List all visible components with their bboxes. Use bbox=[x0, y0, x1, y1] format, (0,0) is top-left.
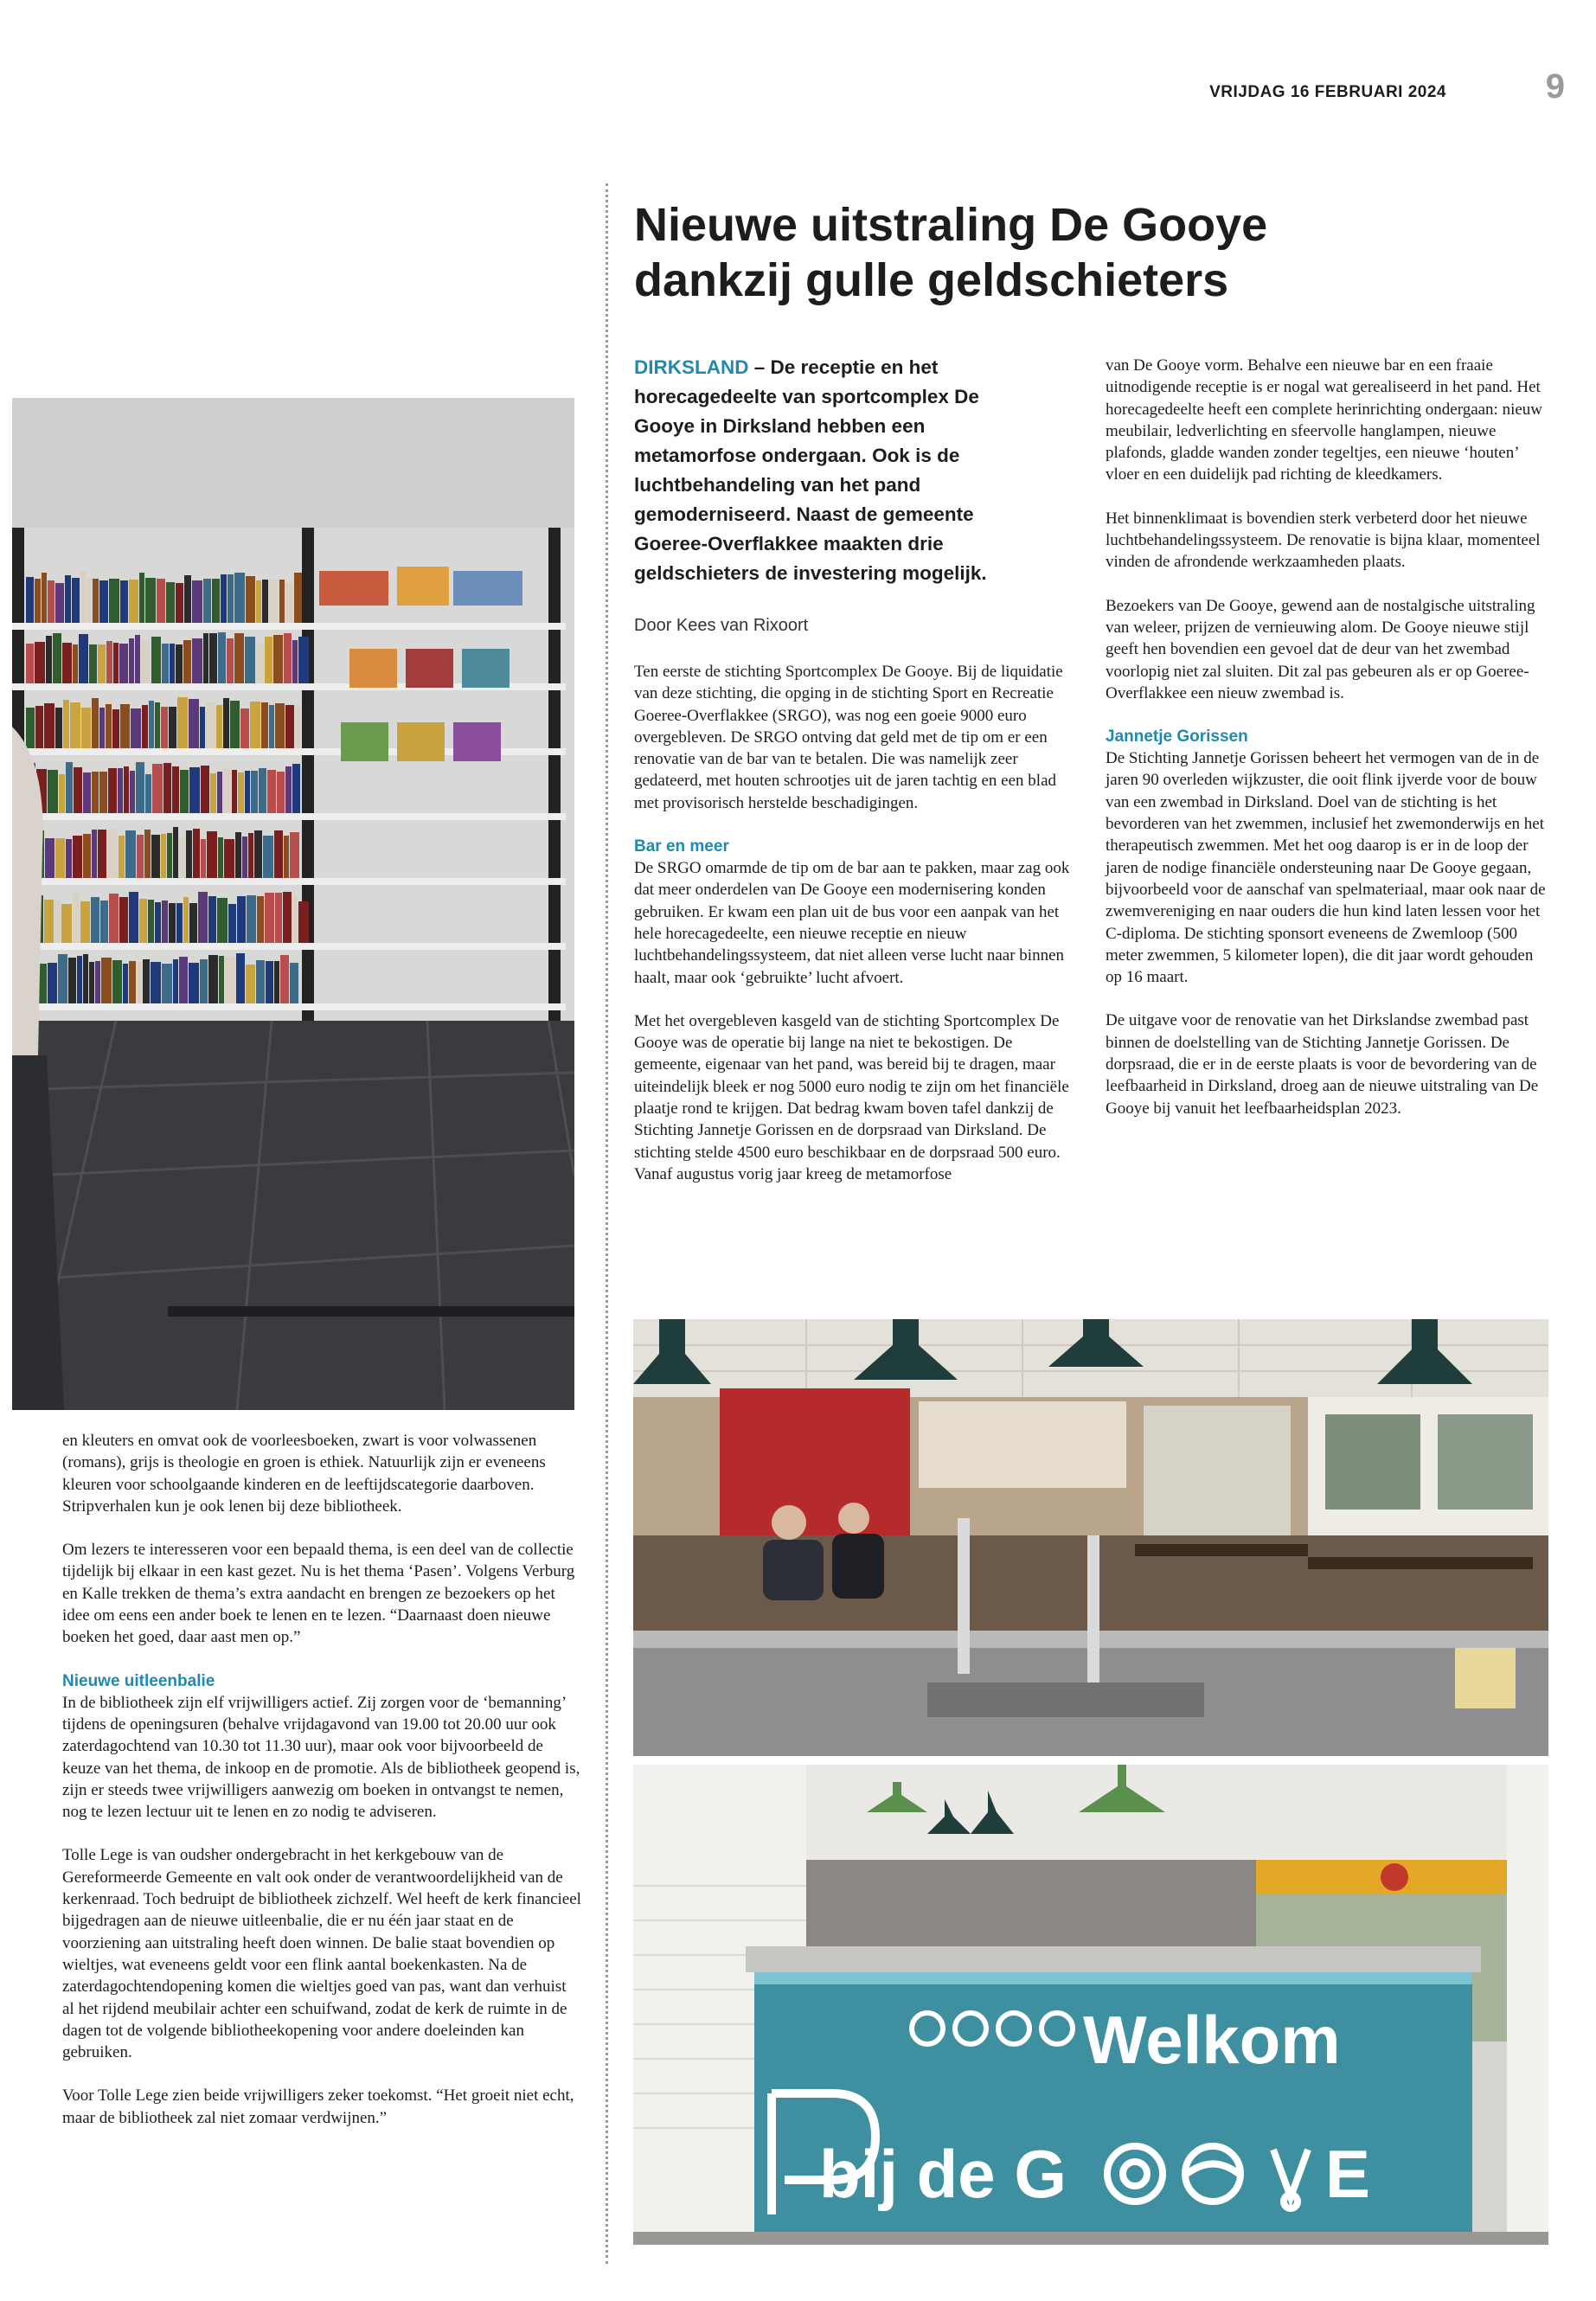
article-headline bbox=[634, 197, 1551, 308]
bar-photo bbox=[633, 1319, 1548, 1756]
paragraph: Voor Tolle Lege zien beide vrijwilligers zeker toekomst. “Het groeit niet echt, maar de bibliotheek zal niet zomaar verdwijnen.” bbox=[62, 2086, 574, 2127]
article-column-a bbox=[634, 661, 1075, 1207]
library-article-column bbox=[62, 1430, 581, 2150]
subheading-bar-en-meer: Bar en meer bbox=[634, 837, 729, 856]
article-intro bbox=[634, 353, 1045, 588]
welcome-sign-line2-end: E bbox=[1325, 2136, 1371, 2212]
page-number: 9 bbox=[1545, 67, 1565, 106]
dateline: DIRKSLAND bbox=[634, 356, 749, 378]
headline-line-2: dankzij gulle geldschieters bbox=[634, 254, 1229, 306]
article-column-b bbox=[1106, 355, 1547, 1141]
paragraph: Met het overgebleven kasgeld van de stichting Sportcomplex De Gooye was de operatie bij lange na niet te bekostigen. De gemeente, eigenaar van het pand, was bereid bij te dragen, maar uiteindelijk bleek er nog 5000 euro nodig te zijn om het financiële plaatje rond te krijgen. Dat bedrag kwam boven tafel dankzij de Stichting Jannetje Gorissen en de dorpsraad van Dirksland. De stichting stelde 4500 euro beschikbaar en de dorpsraad 500 euro. bbox=[634, 1011, 1069, 1162]
welcome-counter-photo bbox=[633, 1765, 1548, 2245]
bar-photo-graphic bbox=[633, 1319, 1548, 1756]
paragraph: Ten eerste de stichting Sportcomplex De Gooye. Bij de liquidatie van deze stichting, die opging in de stichting Sport en Recreatie Goeree-Overflakkee (SRGO), was nog een goeie 9000 euro overgebleven. De SRGO ontving dat geld met de tip om er een renovatie van de bar van te betalen. Die was namelijk zeer gedateerd, met houten schrootjes uit de jaren tachtig en een blad met provisorisch herstelde beschadigingen. bbox=[634, 663, 1063, 812]
welcome-counter-graphic bbox=[633, 1765, 1548, 2245]
subheading-jannetje-gorissen: Jannetje Gorissen bbox=[1106, 727, 1248, 747]
paragraph: Tolle Lege is van oudsher ondergebracht in het kerkgebouw van de Gereformeerde Gemeente en valt ook onder de verantwoordelijkheid van de kerkenraad. Toch bedruipt de bibliotheek zichzelf. Wel heeft de kerk financieel bijgedragen aan de nieuwe uitleenbalie, die er nu één jaar staat en de voorziening aan uitstraling heeft doen winnen. De balie staat bovendien op wieltjes, wat eveneens geldt voor een flink aantal boekenkasten. Na de zaterdagochtendopening komen die wieltjes goed van pas, want dan verhuist al het rijdend meubilair achter een schuifwand, zodat de kerk de ruimte in de dagen tot de volgende bibliotheekopening voor andere doeleinden kan gebruiken. bbox=[62, 1846, 581, 2062]
library-photo-graphic bbox=[12, 398, 574, 1410]
welcome-sign-line2-start: bij de G bbox=[819, 2136, 1067, 2212]
paragraph: Om lezers te interesseren voor een bepaald thema, is een deel van de collectie tijdelijk bij elkaar in een kast gezet. Nu is het thema ‘Pasen’. Volgens Verburg en Kalle trekken de thema’s extra aandacht en brengen ze bezoekers op het idee om eens een ander boek te lenen en te lezen. “Daarnaast doen nieuwe boeken het goed, daar aast men op.” bbox=[62, 1541, 575, 1647]
paragraph: van De Gooye vorm. Behalve een nieuwe bar en een fraaie uitnodigende receptie is er nogal wat gerealiseerd in het pand. Het horecagedeelte heeft een complete herinrichting ondergaan: nieuw meubilair, ledverlichting en sfeervolle hanglampen, nieuwe plafonds, gladde wanden zonder tegeltjes, een nieuwe ‘houten’ vloer en een duidelijk pad richting de kleedkamers. bbox=[1106, 356, 1543, 484]
paragraph: Vanaf augustus vorig jaar kreeg de metamorfose bbox=[634, 1164, 952, 1183]
library-photo bbox=[12, 398, 574, 1410]
paragraph: De Stichting Jannetje Gorissen beheert het vermogen van de in de jaren 90 overleden wijkzuster, die ooit flink ijverde voor de bouw van een zwembad in Dirksland. Doel van de stichting is het bevorderen van het zwemmen, inclusief het zwemonderwijs en het therapeutisch zwemmen. Met het oog daarop is er in de loop der jaren de nodige financiële ondersteuning naar De Gooye gegaan, bijvoorbeeld voor de aanschaf van spelmateriaal, maar ook naar de zwemvereniging en naar ouders die hun kind laten lessen voor het C-diploma. De stichting sponsort eveneens de Zwemloop (500 meter zwemmen, 5 kilometer lopen), die dit jaar wordt gehouden op 16 maart. bbox=[1106, 749, 1546, 987]
headline-line-1: Nieuwe uitstraling De Gooye bbox=[634, 199, 1268, 251]
intro-text: – De receptie en het horecagedeelte van sportcomplex De Gooye in Dirksland hebben een metamorfose ondergaan. Ook is de luchtbehandeling van het pand gemoderniseerd. Naast de gemeente Goeree-Overflakkee maakten drie geldschieters de investering mogelijk. bbox=[634, 356, 987, 584]
welcome-sign-word: Welkom bbox=[1083, 2002, 1341, 2078]
paragraph: De SRGO omarmde de tip om de bar aan te pakken, maar zag ook dat meer onderdelen van De Gooye een modernisering konden gebruiken. Er kwam een plan uit de bus voor een aanpak van het hele horecagedeelte, een nieuwe receptie en nieuw luchtbehandelingssysteem, dat niet alleen verse lucht naar binnen haalt, maar ook ‘gebruikte’ lucht afvoert. bbox=[634, 859, 1070, 987]
byline: Door Kees van Rixoort bbox=[634, 616, 809, 635]
subheading-nieuwe-uitleenbalie: Nieuwe uitleenbalie bbox=[62, 1671, 215, 1690]
column-separator bbox=[606, 183, 608, 2264]
paragraph: De uitgave voor de renovatie van het Dirkslandse zwembad past binnen de doelstelling van de Stichting Jannetje Gorissen. De dorpsraad, die er in de eerste plaats is voor de bevordering van de leefbaarheid in Dirksland, droeg aan de nieuwe uitstraling van De Gooye bij vanuit het leefbaarheidsplan 2023. bbox=[1106, 1011, 1539, 1118]
paragraph: Het binnenklimaat is bovendien sterk verbeterd door het nieuwe luchtbehandelingssysteem. De renovatie is bijna klaar, momenteel vinden de afrondende werkzaamheden plaats. bbox=[1106, 509, 1541, 572]
paragraph: Bezoekers van De Gooye, gewend aan de nostalgische uitstraling van weleer, prijzen de vernieuwing alom. De Gooye nieuwe stijl geeft hen bovendien een gevoel dat de deur van het zwembad voorlopig niet zal sluiten. Dit zal pas gebeuren als er op Goeree-Overflakkee een nieuw zwembad is. bbox=[1106, 596, 1535, 702]
issue-date: VRIJDAG 16 FEBRUARI 2024 bbox=[1209, 83, 1446, 101]
paragraph: In de bibliotheek zijn elf vrijwilligers actief. Zij zorgen voor de ‘bemanning’ tijdens de openingsuren (behalve vrijdagavond van 19.00 tot 20.00 uur ook zaterdagochtend van 10.30 tot 11.30 uur), maar ook voor bijvoorbeeld de keuze van het thema, de inkoop en de promotie. Als de bibliotheek geopend is, zijn er steeds twee vrijwilligers aanwezig om boeken in ontvangst te nemen, nog te lezen lectuur uit te lenen en zo nodig te adviseren. bbox=[62, 1693, 580, 1822]
paragraph: en kleuters en omvat ook de voorleesboeken, zwart is voor volwassenen (romans), grijs is theologie en groen is ethiek. Natuurlijk zijn er eveneens kleuren voor schoolgaande kinderen en de leeftijdscategorie daarboven. Stripverhalen kun je ook lenen bij deze bibliotheek. bbox=[62, 1432, 546, 1516]
